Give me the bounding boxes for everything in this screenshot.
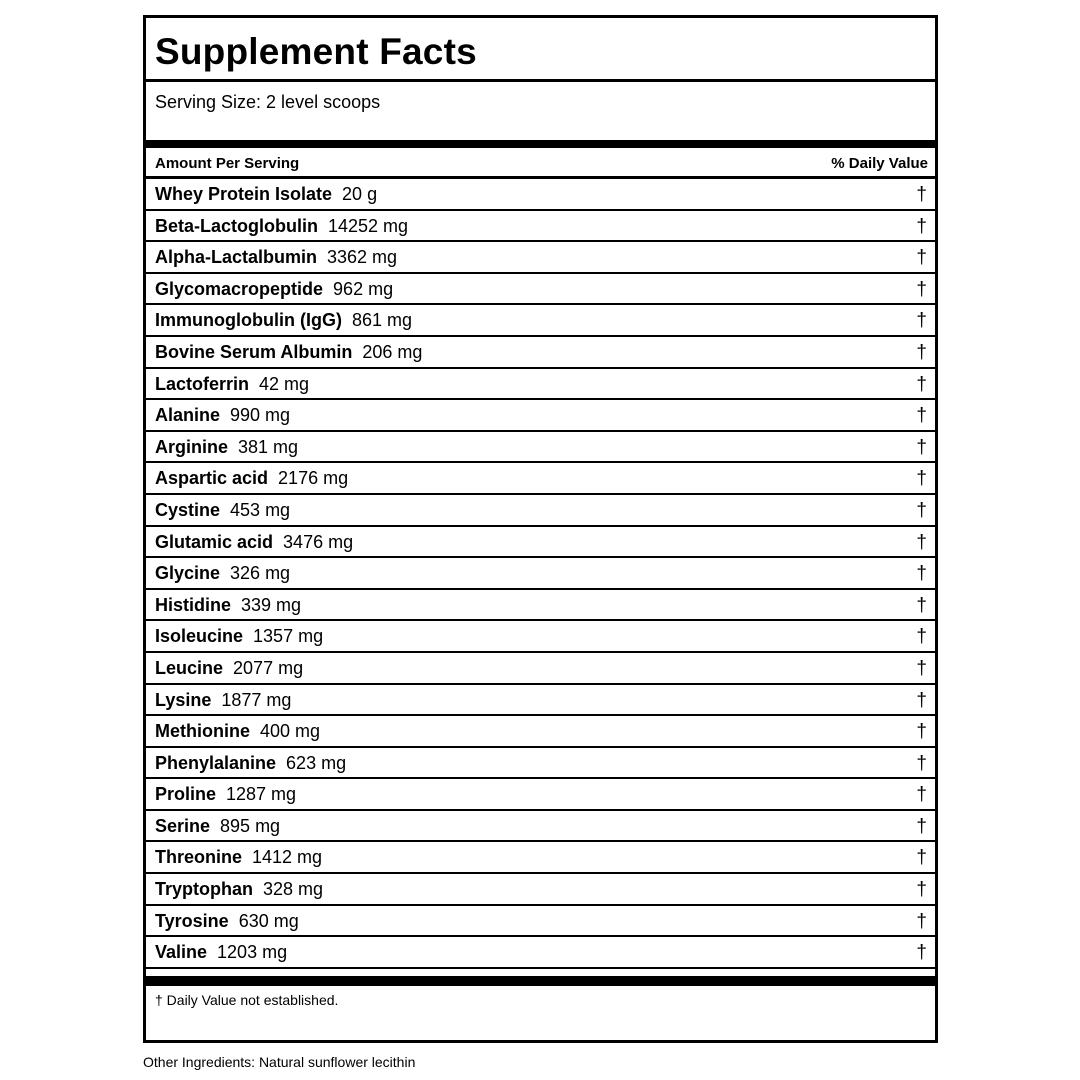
ingredient-line [155, 911, 299, 932]
ingredient-amount: 1203 mg [217, 942, 288, 963]
ingredient-name: Whey Protein Isolate [155, 184, 333, 204]
ingredient-row [146, 748, 935, 780]
daily-value-dagger: † [916, 531, 927, 553]
ingredient-amount: 895 mg [220, 815, 281, 836]
ingredient-amount: 3362 mg [327, 247, 398, 268]
ingredient-row [146, 432, 935, 464]
daily-value-dagger: † [916, 752, 927, 774]
ingredient-name: Glutamic acid [155, 531, 274, 552]
ingredient-name: Lactoferrin [155, 373, 250, 394]
ingredient-row [146, 716, 935, 748]
ingredient-amount: 328 mg [263, 879, 324, 900]
daily-value-dagger: † [916, 879, 927, 901]
ingredient-amount: 630 mg [238, 910, 299, 931]
ingredient-name: Tyrosine [155, 910, 229, 931]
ingredient-line [155, 942, 287, 963]
ingredient-line [155, 342, 422, 363]
amount-per-serving-header: Amount Per Serving [155, 155, 300, 172]
ingredient-name: Tryptophan [155, 879, 253, 900]
ingredient-name: Immunoglobulin (IgG) [155, 310, 342, 331]
ingredient-name: Glycine [155, 563, 221, 584]
daily-value-dagger: † [916, 278, 927, 300]
footnote: † Daily Value not established. [155, 991, 339, 1008]
ingredient-line [155, 721, 320, 742]
ingredient-row [146, 874, 935, 906]
ingredient-amount: 42 mg [259, 373, 310, 394]
ingredient-row [146, 906, 935, 938]
ingredient-line [155, 468, 348, 489]
daily-value-dagger: † [916, 721, 927, 743]
ingredient-amount: 206 mg [362, 341, 423, 362]
ingredient-row [146, 558, 935, 590]
ingredient-name: Histidine [155, 594, 232, 615]
ingredient-line [155, 784, 296, 805]
daily-value-dagger: † [916, 341, 927, 363]
daily-value-dagger: † [916, 310, 927, 332]
daily-value-dagger: † [916, 405, 927, 427]
ingredient-row [146, 937, 935, 969]
ingredient-row [146, 527, 935, 559]
ingredient-line [155, 658, 303, 679]
daily-value-dagger: † [916, 815, 927, 837]
daily-value-dagger: † [916, 468, 927, 490]
ingredient-name: Alpha-Lactalbumin [155, 247, 318, 268]
ingredient-line [155, 879, 323, 900]
ingredient-line [155, 374, 309, 395]
daily-value-dagger: † [916, 657, 927, 679]
ingredient-amount: 3476 mg [283, 531, 354, 552]
daily-value-dagger: † [916, 499, 927, 521]
ingredient-row [146, 779, 935, 811]
ingredient-amount: 1412 mg [252, 847, 323, 868]
ingredient-line [155, 184, 377, 205]
ingredient-name: Aspartic acid [155, 468, 269, 489]
ingredient-row [146, 685, 935, 717]
ingredient-name: Methionine [155, 721, 250, 742]
ingredient-row [146, 369, 935, 401]
ingredient-row [146, 811, 935, 843]
daily-value-dagger: † [916, 847, 927, 869]
ingredient-row [146, 179, 935, 211]
daily-value-dagger: † [916, 910, 927, 932]
ingredient-name: Bovine Serum Albumin [155, 341, 353, 362]
ingredient-amount: 861 mg [351, 310, 413, 331]
ingredient-row [146, 211, 935, 243]
daily-value-dagger: † [916, 436, 927, 458]
ingredient-line [155, 847, 322, 868]
serving-size: Serving Size: 2 level scoops [155, 92, 381, 112]
ingredient-list [146, 179, 935, 969]
ingredient-line [155, 405, 290, 426]
serving-section [146, 82, 935, 140]
ingredient-amount: 326 mg [230, 563, 291, 584]
ingredient-amount: 20 g [342, 184, 378, 204]
ingredient-row [146, 653, 935, 685]
daily-value-dagger: † [916, 215, 927, 237]
ingredient-row [146, 463, 935, 495]
title-section [146, 18, 935, 82]
ingredient-amount: 1287 mg [226, 784, 297, 805]
supplement-facts-panel [143, 15, 938, 1043]
ingredient-name: Isoleucine [155, 626, 244, 647]
other-ingredients: Other Ingredients: Natural sunflower lecithin [143, 1054, 416, 1070]
daily-value-dagger: † [916, 373, 927, 395]
ingredient-name: Proline [155, 784, 217, 805]
ingredient-row [146, 274, 935, 306]
ingredient-line [155, 753, 346, 774]
ingredient-amount: 339 mg [241, 594, 302, 615]
panel-title: Supplement Facts [155, 31, 477, 72]
thick-divider-top [146, 140, 935, 148]
ingredient-row [146, 495, 935, 527]
ingredient-line [155, 563, 290, 584]
ingredient-name: Valine [155, 942, 208, 963]
ingredient-name: Leucine [155, 657, 224, 678]
ingredient-amount: 2176 mg [278, 468, 349, 489]
daily-value-dagger: † [916, 563, 927, 585]
ingredient-amount: 453 mg [230, 499, 291, 520]
ingredient-row [146, 305, 935, 337]
daily-value-header: % Daily Value [831, 155, 928, 172]
daily-value-dagger: † [916, 942, 927, 964]
ingredient-row [146, 621, 935, 653]
ingredient-row [146, 400, 935, 432]
ingredient-line [155, 216, 408, 237]
ingredient-amount: 381 mg [238, 436, 299, 457]
thick-divider-bottom [146, 976, 935, 983]
daily-value-dagger: † [916, 594, 927, 616]
ingredient-amount: 400 mg [260, 721, 321, 742]
ingredient-line [155, 279, 393, 300]
ingredient-name: Lysine [155, 689, 212, 710]
ingredient-name: Alanine [155, 405, 221, 426]
ingredient-row [146, 337, 935, 369]
ingredient-amount: 2077 mg [233, 657, 304, 678]
ingredient-name: Threonine [155, 847, 243, 868]
ingredient-line [155, 437, 298, 458]
ingredient-amount: 1877 mg [221, 689, 292, 710]
ingredient-row [146, 242, 935, 274]
ingredient-name: Beta-Lactoglobulin [155, 215, 318, 236]
ingredient-line [155, 816, 280, 837]
ingredient-row [146, 590, 935, 622]
ingredient-row [146, 842, 935, 874]
ingredient-amount: 990 mg [230, 405, 291, 426]
ingredient-name: Phenylalanine [155, 752, 277, 773]
ingredient-line [155, 532, 353, 553]
daily-value-dagger: † [916, 689, 927, 711]
ingredient-name: Glycomacropeptide [155, 278, 324, 299]
daily-value-dagger: † [916, 626, 927, 648]
ingredient-name: Arginine [155, 436, 229, 457]
daily-value-dagger: † [916, 184, 927, 205]
ingredient-amount: 623 mg [286, 752, 347, 773]
ingredient-line [155, 247, 397, 268]
ingredient-line [155, 690, 291, 711]
ingredient-line [155, 310, 412, 331]
ingredient-amount: 962 mg [333, 278, 394, 299]
ingredient-line [155, 626, 323, 647]
ingredient-name: Serine [155, 815, 211, 836]
daily-value-dagger: † [916, 247, 927, 269]
ingredient-amount: 1357 mg [253, 626, 324, 647]
footnote-section [146, 983, 935, 1040]
ingredient-line [155, 500, 290, 521]
ingredient-amount: 14252 mg [328, 215, 409, 236]
column-header-row [146, 148, 935, 179]
daily-value-dagger: † [916, 784, 927, 806]
ingredient-line [155, 595, 301, 616]
ingredient-name: Cystine [155, 499, 221, 520]
